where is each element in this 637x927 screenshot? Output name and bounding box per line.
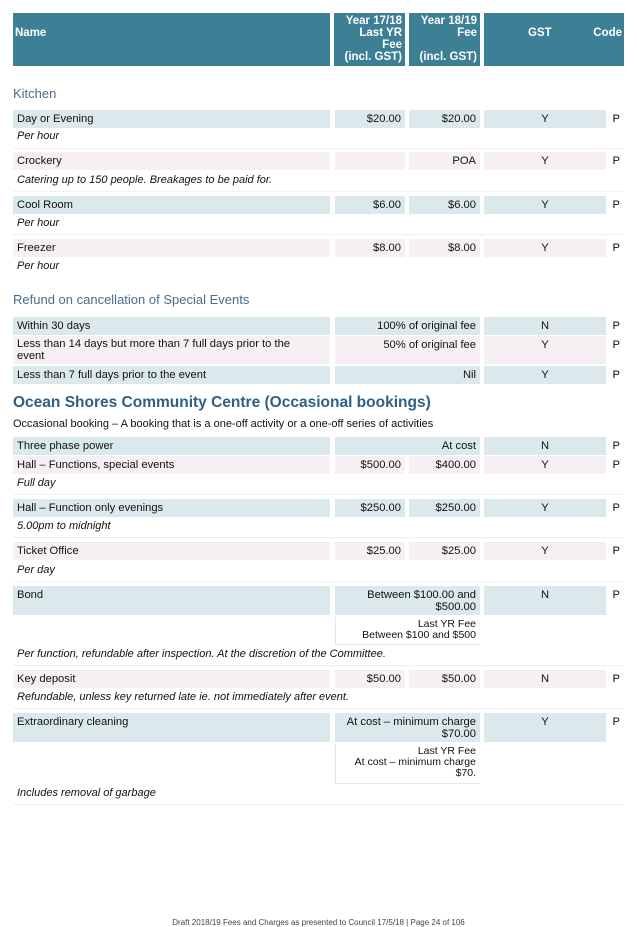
row-curr-fee: $20.00 bbox=[409, 110, 480, 128]
row-gst: Y bbox=[484, 336, 606, 364]
row-curr-fee: $250.00 bbox=[409, 499, 480, 517]
row-prev-fee: $20.00 bbox=[335, 110, 405, 128]
header-code: Code bbox=[593, 27, 622, 39]
row-note: Catering up to 150 people. Breakages to be paid for. bbox=[17, 174, 273, 186]
header-prev-fee-cell bbox=[334, 13, 405, 66]
row-gst: Y bbox=[484, 110, 606, 128]
row-gst: N bbox=[484, 437, 606, 455]
row-name-multiline bbox=[13, 336, 330, 364]
row-divider bbox=[13, 665, 624, 666]
row-name-cell bbox=[13, 586, 330, 615]
row-code: P bbox=[612, 113, 620, 125]
row-code: P bbox=[612, 242, 620, 254]
row-note: Includes removal of garbage bbox=[17, 787, 156, 799]
row-name: Ticket Office bbox=[13, 542, 330, 560]
row-fee: 100% of original fee bbox=[335, 317, 480, 335]
last-year-fee-line: Between $100 and $500 bbox=[362, 629, 476, 641]
row-divider bbox=[13, 581, 624, 582]
row-fee-line: At cost – minimum charge bbox=[346, 716, 476, 728]
header-curr-line: Fee bbox=[457, 27, 477, 39]
row-gst: Y bbox=[484, 196, 606, 214]
row-prev-fee bbox=[335, 152, 405, 170]
row-name: Hall – Function only evenings bbox=[13, 499, 330, 517]
row-code: P bbox=[612, 589, 620, 601]
row-note: Refundable, unless key returned late ie. not immediately after event. bbox=[17, 691, 350, 703]
header-prev-line: Fee bbox=[382, 39, 402, 51]
last-year-fee-line: Last YR Fee bbox=[417, 745, 476, 757]
row-gst: Y bbox=[484, 239, 606, 257]
row-code: P bbox=[612, 716, 620, 728]
row-code: P bbox=[612, 369, 620, 381]
header-curr-fee-cell bbox=[409, 13, 480, 66]
row-fee-line: $500.00 bbox=[435, 601, 476, 613]
section-heading-refund: Refund on cancellation of Special Events bbox=[13, 292, 250, 307]
row-curr-fee: $400.00 bbox=[409, 456, 480, 474]
row-gst: Y bbox=[484, 456, 606, 474]
row-prev-fee: $8.00 bbox=[335, 239, 405, 257]
row-divider bbox=[13, 234, 624, 235]
last-year-fee-box bbox=[335, 744, 480, 784]
row-note: Full day bbox=[17, 477, 56, 489]
row-name: Less than 7 full days prior to the event bbox=[13, 366, 330, 384]
row-fee-line: Between $100.00 and bbox=[367, 589, 476, 601]
row-name: Freezer bbox=[13, 239, 330, 257]
row-curr-fee: At cost bbox=[335, 437, 480, 455]
row-gst: Y bbox=[484, 152, 606, 170]
row-name: Day or Evening bbox=[13, 110, 330, 128]
row-fee-line: $70.00 bbox=[441, 728, 476, 740]
row-prev-fee: $25.00 bbox=[335, 542, 405, 560]
row-code: P bbox=[612, 502, 620, 514]
last-year-fee-line: $70. bbox=[455, 767, 476, 779]
row-fee-cell bbox=[335, 713, 480, 742]
row-gst: Y bbox=[484, 542, 606, 560]
header-curr-line: Year 18/19 bbox=[420, 15, 477, 27]
row-prev-fee: $250.00 bbox=[335, 499, 405, 517]
header-prev-line: Year 17/18 bbox=[345, 15, 402, 27]
row-name-cell bbox=[13, 713, 330, 742]
row-divider bbox=[13, 148, 624, 149]
row-name: Crockery bbox=[13, 152, 330, 170]
row-gst: Y bbox=[484, 499, 606, 517]
row-gst: Y bbox=[484, 366, 606, 384]
header-prev-line: Last YR bbox=[359, 27, 402, 39]
header-curr-line: (incl. GST) bbox=[419, 51, 477, 63]
row-note: Per hour bbox=[17, 130, 60, 142]
last-year-fee-line: At cost – minimum charge bbox=[354, 756, 476, 768]
row-code: P bbox=[612, 320, 620, 332]
header-gst-cell bbox=[484, 13, 624, 66]
row-curr-fee: $50.00 bbox=[409, 670, 480, 688]
row-code: P bbox=[612, 339, 620, 351]
row-divider bbox=[13, 708, 624, 709]
row-code: P bbox=[612, 545, 620, 557]
row-note: Per hour bbox=[17, 260, 60, 272]
row-name: Hall – Functions, special events bbox=[13, 456, 330, 474]
row-name: Cool Room bbox=[13, 196, 330, 214]
row-code: P bbox=[612, 440, 620, 452]
last-year-fee-line: Last YR Fee bbox=[417, 618, 476, 630]
row-name: Key deposit bbox=[13, 670, 330, 688]
row-gst: N bbox=[484, 317, 606, 335]
section-heading-kitchen: Kitchen bbox=[13, 86, 57, 101]
row-code: P bbox=[612, 155, 620, 167]
row-curr-fee: $25.00 bbox=[409, 542, 480, 560]
row-note: Per hour bbox=[17, 217, 60, 229]
row-name: Extraordinary cleaning bbox=[17, 716, 129, 728]
row-prev-fee: $6.00 bbox=[335, 196, 405, 214]
row-divider bbox=[13, 494, 624, 495]
row-divider bbox=[13, 804, 624, 805]
row-note: Per day bbox=[17, 564, 55, 576]
row-prev-fee: $50.00 bbox=[335, 670, 405, 688]
row-code: P bbox=[612, 459, 620, 471]
row-note: 5.00pm to midnight bbox=[17, 520, 111, 532]
header-name: Name bbox=[15, 27, 47, 39]
row-divider bbox=[13, 537, 624, 538]
row-gst: N bbox=[484, 586, 606, 615]
section-subtitle: Occasional booking – A booking that is a one-off activity or a one-off series of activities bbox=[13, 418, 434, 430]
row-prev-fee: $500.00 bbox=[335, 456, 405, 474]
row-name-line: event bbox=[17, 350, 45, 362]
row-name: Within 30 days bbox=[13, 317, 330, 335]
header-name-cell bbox=[13, 13, 330, 66]
page-footer: Draft 2018/19 Fees and Charges as presented to Council 17/5/18 | Page 24 of 106 bbox=[172, 918, 465, 927]
section-title-ocean-shores: Ocean Shores Community Centre (Occasional bookings) bbox=[13, 394, 431, 411]
row-curr-fee: $8.00 bbox=[409, 239, 480, 257]
row-fee: Nil bbox=[335, 366, 480, 384]
header-gst: GST bbox=[528, 27, 552, 39]
row-name: Three phase power bbox=[13, 437, 330, 455]
row-note: Per function, refundable after inspection. At the discretion of the Committee. bbox=[17, 648, 386, 660]
row-curr-fee: POA bbox=[409, 152, 480, 170]
row-code: P bbox=[612, 673, 620, 685]
last-year-fee-box bbox=[335, 617, 480, 645]
row-divider bbox=[13, 191, 624, 192]
row-fee: 50% of original fee bbox=[335, 336, 480, 364]
row-gst: Y bbox=[484, 713, 606, 742]
row-name-line: Less than 14 days but more than 7 full days prior to the bbox=[17, 338, 291, 350]
row-gst: N bbox=[484, 670, 606, 688]
row-name: Bond bbox=[17, 589, 44, 601]
header-prev-line: (incl. GST) bbox=[344, 51, 402, 63]
row-fee-cell bbox=[335, 586, 480, 615]
row-code: P bbox=[612, 199, 620, 211]
row-curr-fee: $6.00 bbox=[409, 196, 480, 214]
